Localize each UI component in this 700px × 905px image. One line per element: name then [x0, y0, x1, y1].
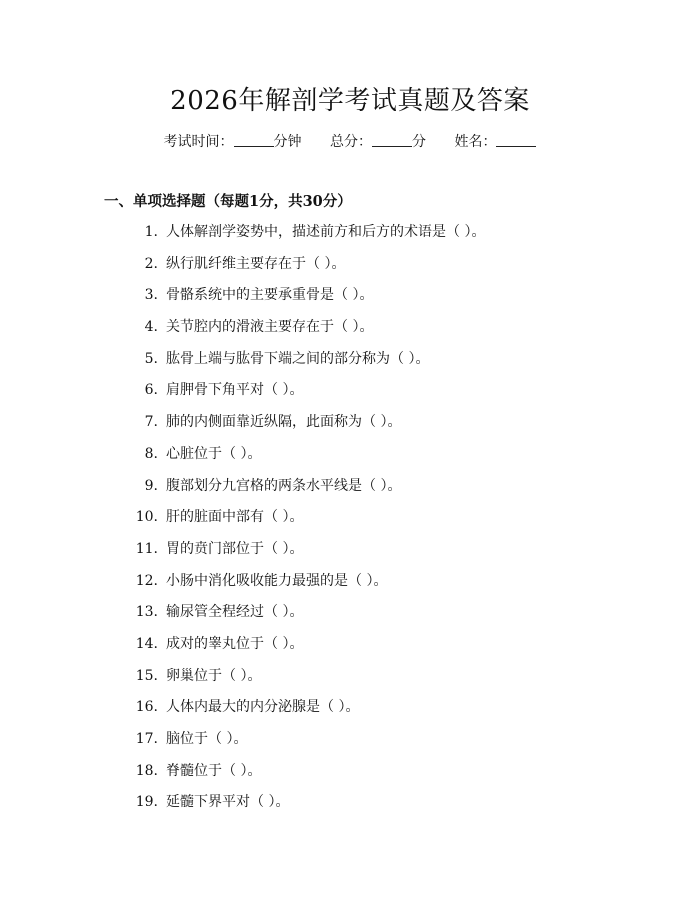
- question-item: [124, 760, 485, 792]
- question-text: 纵行肌纤维主要存在于（ ）。: [166, 255, 346, 272]
- question-item: [124, 538, 485, 570]
- exam-time-unit: 分钟: [273, 134, 302, 150]
- question-text: 肝的脏面中部有（ ）。: [166, 509, 304, 526]
- question-text: 小肠中消化吸收能力最强的是（ ）。: [166, 572, 388, 589]
- question-number: 13.: [135, 604, 158, 621]
- question-number: 11.: [135, 540, 158, 557]
- question-number: 14.: [135, 635, 158, 652]
- question-item: [124, 443, 485, 475]
- question-number: 17.: [135, 731, 158, 747]
- question-text: 人体内最大的内分泌腺是（ ）。: [166, 699, 360, 716]
- exam-meta-line: [0, 131, 700, 151]
- question-number: 5.: [144, 350, 158, 367]
- question-list: [124, 221, 485, 823]
- total-score-unit: 分: [412, 134, 426, 150]
- exam-time-field: [164, 131, 302, 151]
- question-item: [124, 411, 485, 443]
- exam-time-label: 考试时间：: [163, 134, 234, 150]
- question-item: [124, 379, 485, 411]
- question-number: 2.: [144, 255, 158, 272]
- question-text: 延髓下界平对（ ）。: [166, 794, 290, 811]
- question-number: 12.: [135, 572, 158, 589]
- question-number: 10.: [135, 509, 158, 526]
- section-heading: 一、单项选择题（每题1分，共30分）: [104, 193, 352, 210]
- question-item: [124, 601, 485, 633]
- question-item: [124, 348, 485, 380]
- question-number: 3.: [144, 287, 158, 304]
- question-number: 15.: [135, 667, 158, 684]
- student-name-label: 姓名：: [454, 134, 497, 150]
- question-item: [124, 475, 485, 507]
- student-name-blank: [496, 134, 536, 147]
- question-text: 肺的内侧面靠近纵隔，此面称为（ ）。: [166, 414, 402, 431]
- question-text: 脊髓位于（ ）。: [166, 762, 262, 779]
- page-title: 2026年解剖学考试真题及答案: [170, 86, 530, 116]
- question-text: 骨骼系统中的主要承重骨是（ ）。: [166, 287, 374, 304]
- question-item: [124, 696, 485, 728]
- question-item: [124, 665, 485, 697]
- total-score-field: [330, 131, 426, 151]
- question-number: 18.: [135, 762, 158, 779]
- question-item: [124, 791, 485, 823]
- question-text: 心脏位于（ ）。: [166, 445, 262, 462]
- question-item: [124, 728, 485, 760]
- question-text: 肱骨上端与肱骨下端之间的部分称为（ ）。: [166, 350, 430, 367]
- question-item: [124, 633, 485, 665]
- question-number: 4.: [144, 319, 158, 336]
- question-text: 成对的睾丸位于（ ）。: [166, 635, 304, 652]
- question-item: [124, 253, 485, 285]
- question-text: 脑位于（ ）。: [166, 731, 248, 747]
- exam-time-blank: [234, 134, 274, 147]
- question-number: 9.: [144, 477, 158, 494]
- total-score-label: 总分：: [330, 134, 372, 150]
- question-item: [124, 570, 485, 602]
- question-text: 卵巢位于（ ）。: [166, 667, 262, 684]
- total-score-blank: [372, 134, 412, 147]
- question-text: 腹部划分九宫格的两条水平线是（ ）。: [166, 477, 402, 494]
- question-text: 关节腔内的滑液主要存在于（ ）。: [166, 319, 374, 336]
- question-number: 1.: [144, 224, 158, 240]
- question-number: 8.: [144, 445, 158, 462]
- question-item: [124, 506, 485, 538]
- question-number: 19.: [135, 794, 158, 811]
- question-item: [124, 284, 485, 316]
- question-text: 胃的贲门部位于（ ）。: [166, 540, 304, 557]
- student-name-field: [454, 131, 536, 151]
- question-text: 肩胛骨下角平对（ ）。: [166, 382, 304, 399]
- question-number: 6.: [144, 382, 158, 399]
- question-number: 16.: [135, 699, 158, 716]
- question-item: [124, 221, 485, 253]
- question-text: 人体解剖学姿势中，描述前方和后方的术语是（ ）。: [166, 224, 486, 240]
- question-item: [124, 316, 485, 348]
- question-number: 7.: [144, 414, 158, 431]
- question-text: 输尿管全程经过（ ）。: [166, 604, 304, 621]
